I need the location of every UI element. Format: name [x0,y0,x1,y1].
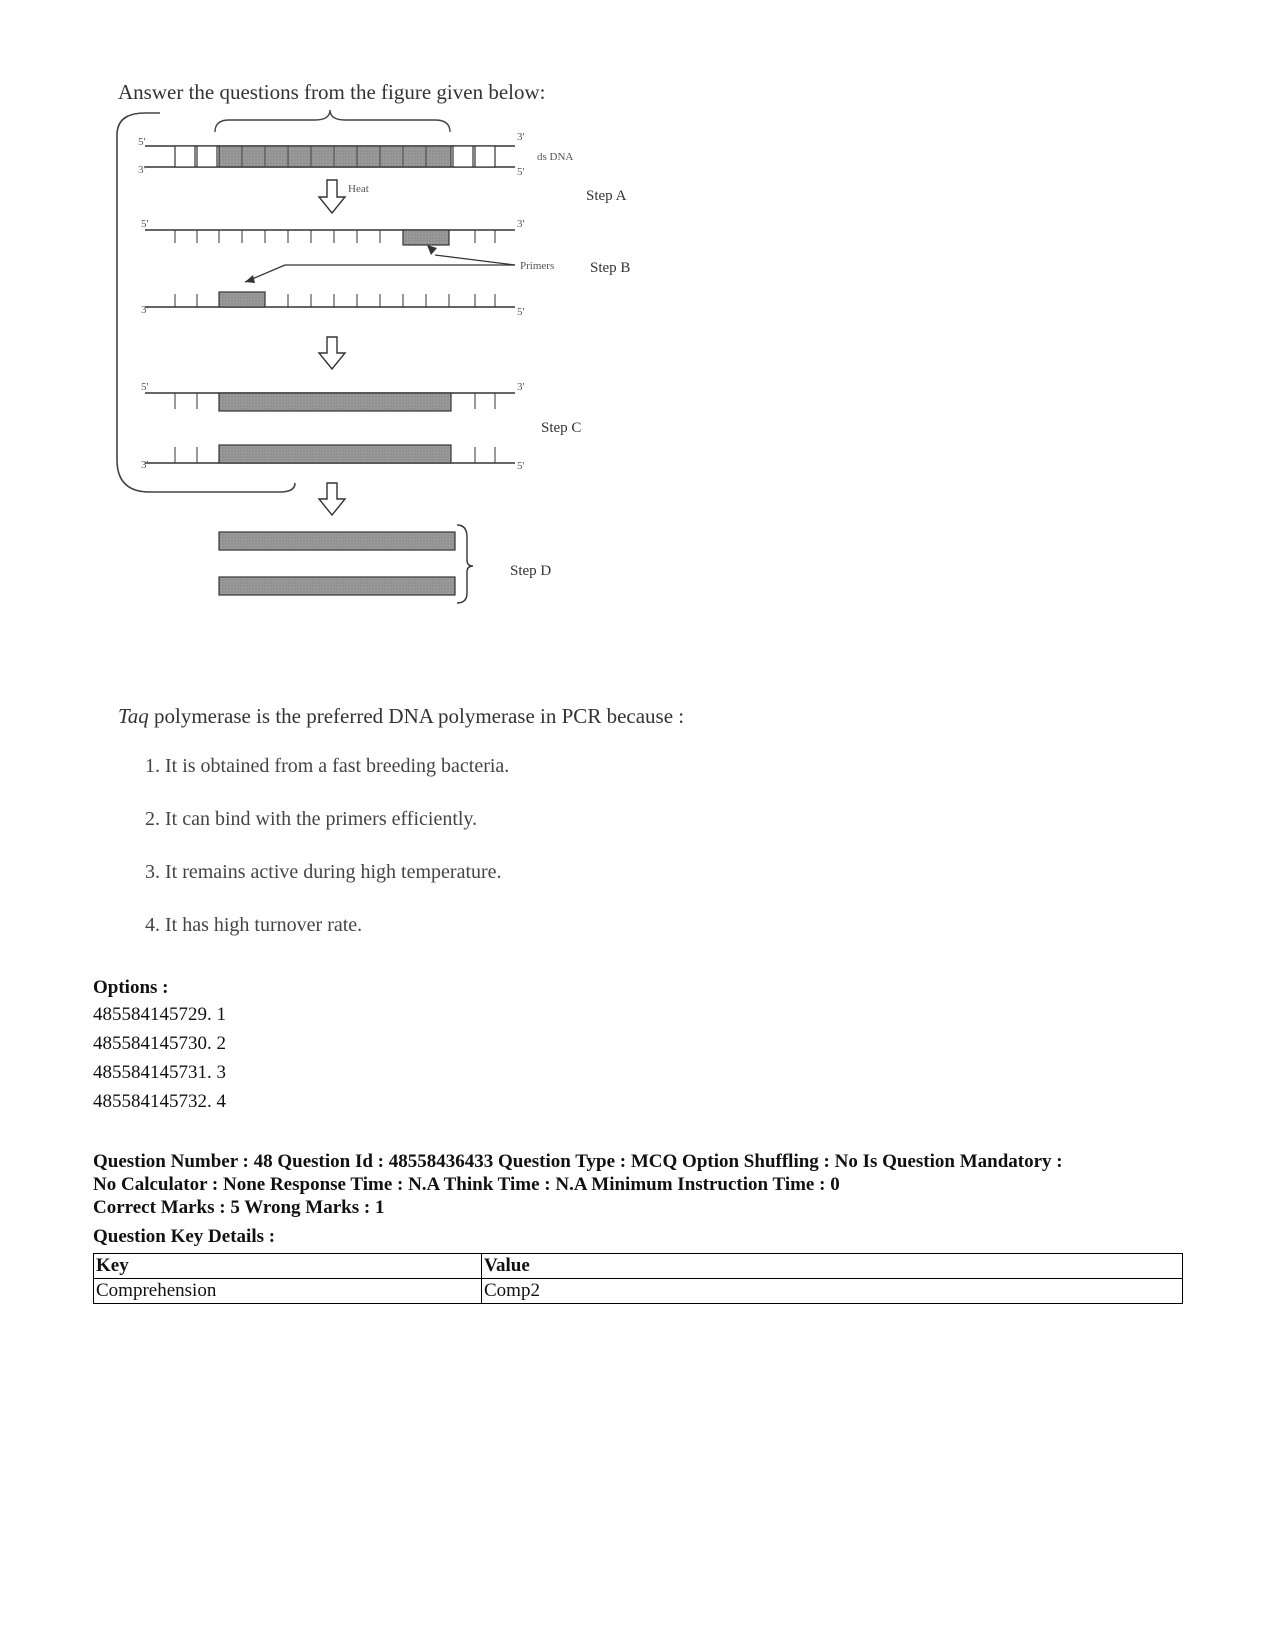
statement-list [145,755,509,967]
table-header-row [94,1254,1183,1279]
figure-intro-text: Answer the questions from the figure given below: [118,80,546,104]
statement-item: 1. It is obtained from a fast breeding bacteria. [145,755,510,777]
end-label: 5' [138,136,146,148]
end-label: 3' [517,218,525,230]
heat-label: Heat [348,183,369,195]
heat-arrow [319,180,369,213]
pcr-diagram [105,75,765,635]
step-b-strands [141,218,554,318]
table-cell-value: Comp2 [482,1279,1183,1304]
statement-item: 2. It can bind with the primers efficiently. [145,808,478,830]
key-details-heading: Question Key Details : [93,1226,276,1247]
question-rest: polymerase is the preferred DNA polymerase in PCR because : [148,704,685,728]
key-details-table [93,1253,1183,1304]
end-label: 3' [141,304,149,316]
primers-label: Primers [520,260,555,272]
step-a-label: Step A [586,188,627,204]
question-italic: Taq [118,704,149,728]
option-item: 485584145731. 3 [93,1062,226,1083]
table-header-value: Value [482,1254,1183,1279]
pcr-diagram-svg [105,75,765,635]
option-item: 485584145729. 1 [93,1004,226,1025]
meta-line-1: Question Number : 48 Question Id : 48558436433 Question Type : MCQ Option Shuffling : No Is Question Mandatory : [93,1151,1063,1172]
options-list [93,1004,226,1120]
table-row [94,1279,1183,1304]
end-label: 3' [138,164,146,176]
end-label: 5' [517,166,525,178]
question-meta [93,1150,1203,1196]
table-header-key: Key [94,1254,482,1279]
options-heading: Options : [93,977,169,998]
option-item: 485584145732. 4 [93,1091,226,1112]
dsdna-label: ds DNA [537,151,574,163]
step-b-label: Step B [590,260,631,276]
statement-item: 4. It has high turnover rate. [145,914,363,936]
down-arrow-icon [319,337,345,369]
down-arrow-icon [319,483,345,515]
meta-line-2: No Calculator : None Response Time : N.A Think Time : N.A Minimum Instruction Time : 0 [93,1174,840,1195]
statement-item: 3. It remains active during high temperature. [145,861,502,883]
table-cell-key: Comprehension [94,1279,482,1304]
step-c-label: Step C [541,420,582,436]
option-item: 485584145730. 2 [93,1033,226,1054]
end-label: 3' [141,459,149,471]
end-label: 5' [141,381,149,393]
step-c-strands [141,381,525,472]
step-a-dsdna [138,110,573,178]
end-label: 3' [517,131,525,143]
end-label: 5' [517,460,525,472]
end-label: 3' [517,381,525,393]
end-label: 5' [517,306,525,318]
question-text [118,704,684,729]
step-d-label: Step D [510,563,552,579]
end-label: 5' [141,218,149,230]
step-d-products [219,525,473,603]
marks-line: Correct Marks : 5 Wrong Marks : 1 [93,1197,385,1218]
